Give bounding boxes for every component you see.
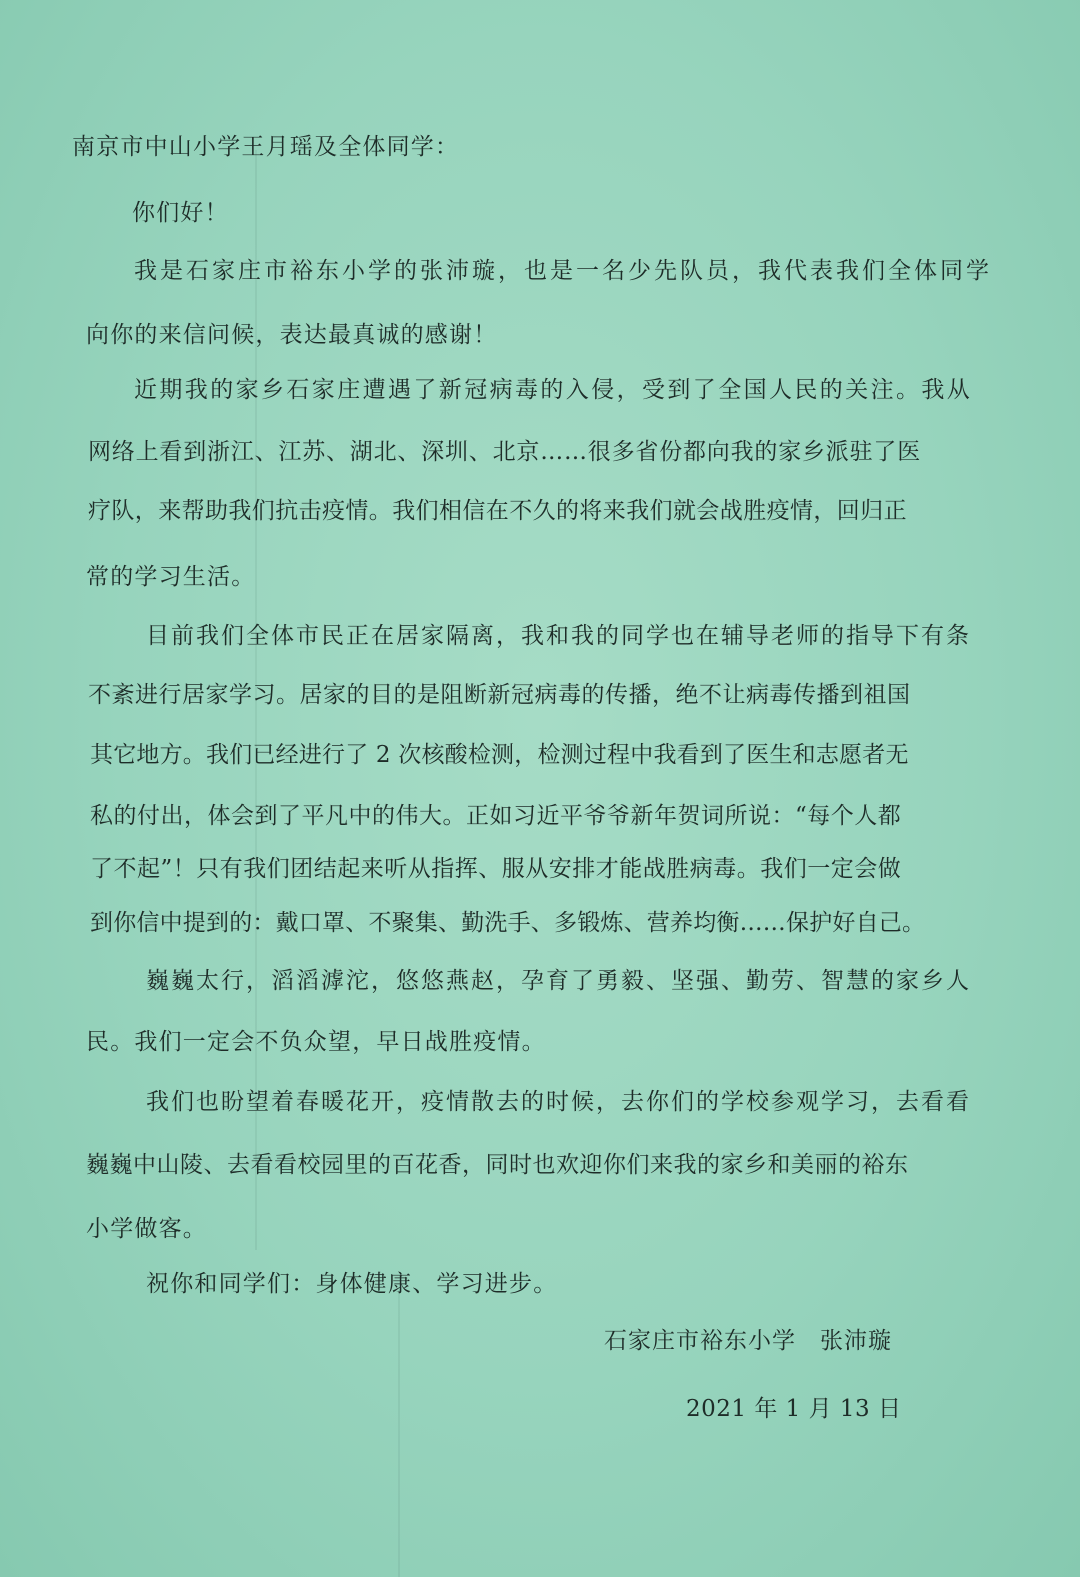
letter-line: 民。我们一定会不负众望，早日战胜疫情。 [86,1029,546,1055]
letter-line: 巍巍太行，滔滔滹沱，悠悠燕赵，孕育了勇毅、坚强、勤劳、智慧的家乡人 [146,968,971,994]
letter-line: 近期我的家乡石家庄遭遇了新冠病毒的入侵，受到了全国人民的关注。我从 [134,377,973,403]
letter-date: 2021 年 1 月 13 日 [686,1396,902,1422]
letter-signature: 石家庄市裕东小学 张沛璇 [604,1328,892,1354]
letter-line: 不紊进行居家学习。居家的目的是阻断新冠病毒的传播，绝不让病毒传播到祖国 [88,682,911,708]
letter-greeting: 你们好！ [132,200,229,226]
letter-salutation: 南京市中山小学王月瑶及全体同学： [72,134,460,160]
letter-line: 常的学习生活。 [86,564,256,590]
letter-closing: 祝你和同学们：身体健康、学习进步。 [146,1271,558,1297]
letter-line: 了不起”！只有我们团结起来听从指挥、服从安排才能战胜病毒。我们一定会做 [90,856,902,882]
letter-line: 巍巍中山陵、去看看校园里的百花香，同时也欢迎你们来我的家乡和美丽的裕东 [86,1152,909,1178]
letter-line: 私的付出，体会到了平凡中的伟大。正如习近平爷爷新年贺词所说：“每个人都 [90,803,902,829]
letter-line: 目前我们全体市民正在居家隔离，我和我的同学也在辅导老师的指导下有条 [146,623,971,649]
letter-line: 向你的来信问候，表达最真诚的感谢！ [86,322,498,348]
letter-line: 我们也盼望着春暖花开，疫情散去的时候，去你们的学校参观学习，去看看 [146,1089,971,1115]
letter-line: 疗队，来帮助我们抗击疫情。我们相信在不久的将来我们就会战胜疫情，回归正 [88,498,907,524]
letter-line: 网络上看到浙江、江苏、湖北、深圳、北京……很多省份都向我的家乡派驻了医 [88,439,921,465]
letter-line: 小学做客。 [86,1216,207,1242]
letter-line: 其它地方。我们已经进行了 2 次核酸检测，检测过程中我看到了医生和志愿者无 [90,742,909,768]
letter-line: 我是石家庄市裕东小学的张沛璇，也是一名少先队员，我代表我们全体同学 [134,258,992,284]
letter-line: 到你信中提到的：戴口罩、不聚集、勤洗手、多锻炼、营养均衡……保护好自己。 [90,910,926,936]
